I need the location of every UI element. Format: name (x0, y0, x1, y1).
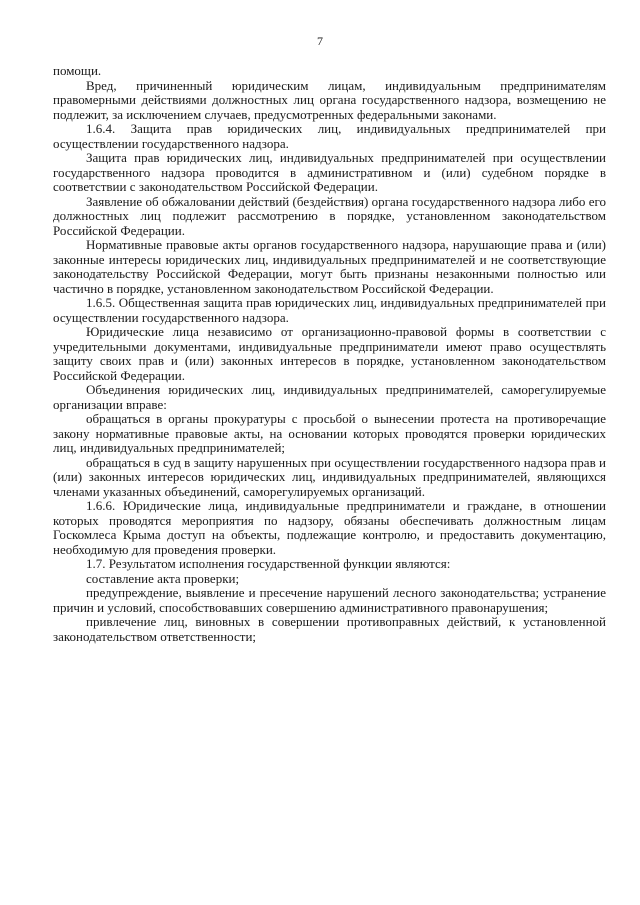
paragraph-4: Защита прав юридических лиц, индивидуальных предпринимателей при осуществлении государственного надзора проводится в административном и (или) судебном порядке в соответствии с законодательством Российской Федерации. (53, 150, 606, 194)
paragraph-9: Объединения юридических лиц, индивидуальных предпринимателей, саморегулируемые организации вправе: (53, 382, 606, 412)
paragraph-6: Нормативные правовые акты органов государственного надзора, нарушающие права и (или) законные интересы юридических лиц, индивидуальных предпринимателей и не соответствующие законодательству Российской Федерации, могут быть признаны незаконными полностью или частично в порядке, установленном законодательством Российской Федерации. (53, 237, 606, 296)
paragraph-15: предупреждение, выявление и пресечение нарушений лесного законодательства; устранение причин и условий, способствовавших совершению административного правонарушения; (53, 585, 606, 615)
paragraph-1: помощи. (53, 63, 102, 78)
paragraph-10: обращаться в органы прокуратуры с просьбой о вынесении протеста на противоречащие закону нормативные правовые акты, на основании которых проводятся проверки юридических лиц, индивидуальных предпринимателей; (53, 411, 606, 455)
paragraph-5: Заявление об обжаловании действий (бездействия) органа государственного надзора либо его должностных лиц подлежит рассмотрению в порядке, установленном законодательством Российской Федерации. (53, 193, 606, 238)
page-body (53, 64, 606, 644)
paragraph-2: Вред, причиненный юридическим лицам, индивидуальным предпринимателям правомерными действиями должностных лиц органа государственного надзора, возмещению не подлежит, за исключением случаев, предусмотренных федеральными законами. (53, 77, 606, 122)
paragraph-16: привлечение лиц, виновных в совершении противоправных действий, к установленной законодательством ответственности; (53, 614, 606, 644)
paragraph-7: 1.6.5. Общественная защита прав юридических лиц, индивидуальных предпринимателей при осуществлении государственного надзора. (53, 295, 606, 325)
paragraph-13: 1.7. Результатом исполнения государственной функции являются: (86, 556, 451, 571)
page-number: 7 (317, 34, 323, 48)
paragraph-12: 1.6.6. Юридические лица, индивидуальные предприниматели и граждане, в отношении которых проводятся мероприятия по надзору, обязаны обеспечивать должностным лицам Госкомлеса Крыма доступ на объекты, подлежащие контролю, и предоставить документацию, необходимую для проведения проверки. (53, 498, 606, 557)
paragraph-3: 1.6.4. Защита прав юридических лиц, индивидуальных предпринимателей при осуществлении государственного надзора. (53, 121, 606, 151)
paragraph-11: обращаться в суд в защиту нарушенных при осуществлении государственного надзора прав и (или) законных интересов юридических лиц, индивидуальных предпринимателей, являющихся членами указанных объединений, саморегулируемых организаций. (53, 454, 606, 499)
paragraph-14: составление акта проверки; (86, 570, 240, 586)
paragraph-8: Юридические лица независимо от организационно-правовой формы в соответствии с учредительными документами, индивидуальные предприниматели имеют право осуществлять защиту своих прав и (или) законных интересов в порядке, установленном законодательством Российской Федерации. (53, 324, 606, 383)
